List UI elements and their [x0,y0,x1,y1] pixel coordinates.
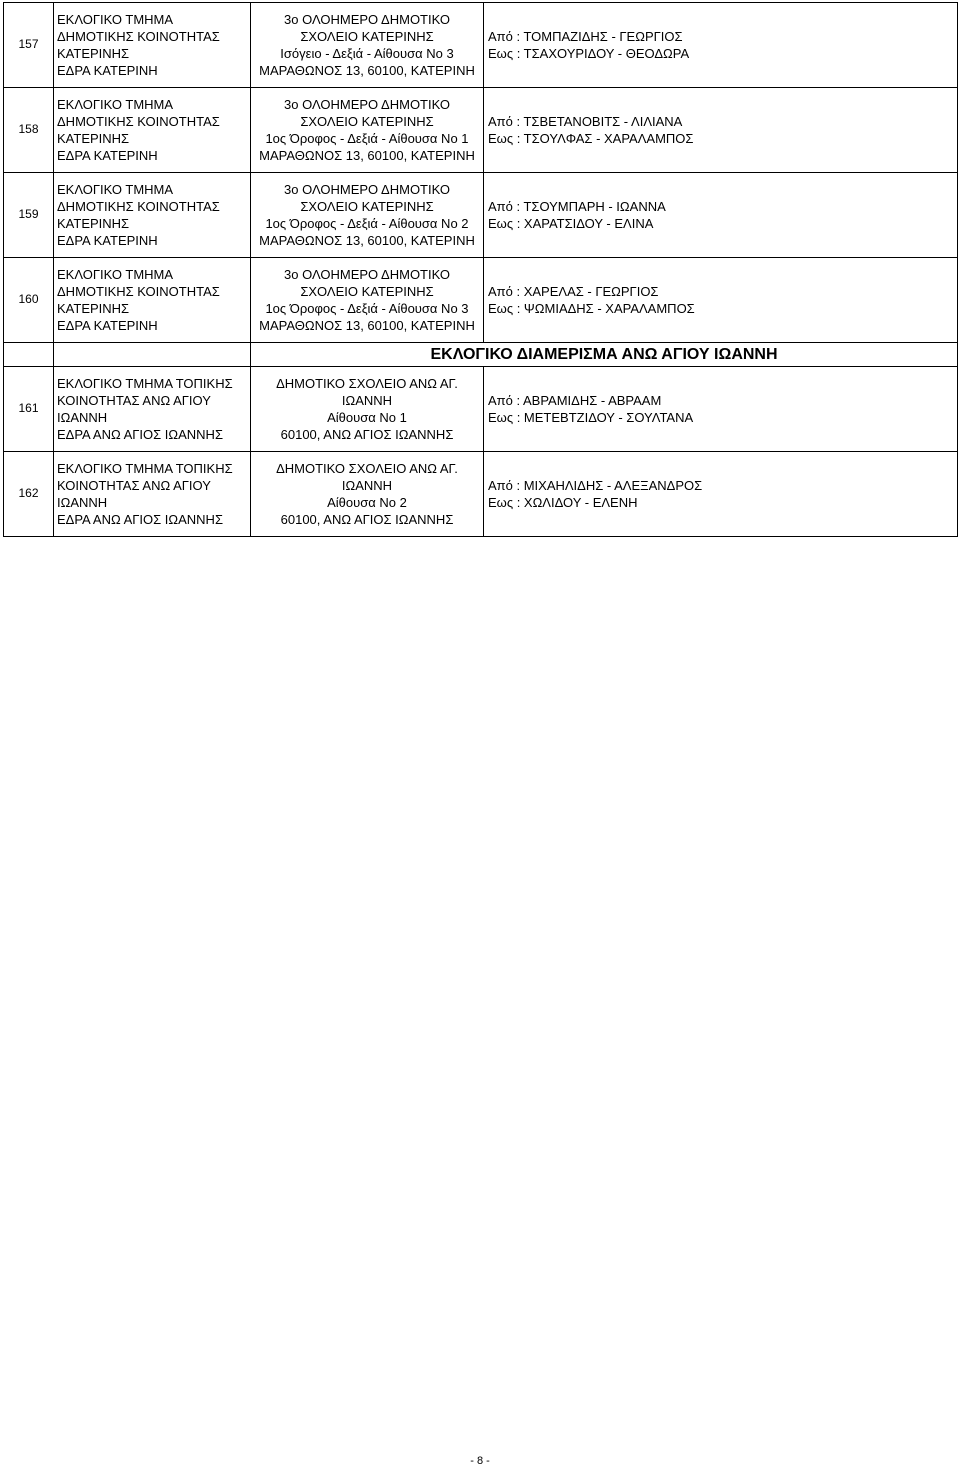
polling-location: 3ο ΟΛΟΗΜΕΡΟ ΔΗΜΟΤΙΚΟ ΣΧΟΛΕΙΟ ΚΑΤΕΡΙΝΗΣ 1ος Όροφος - Δεξιά - Αίθουσα Νο 2 ΜΑΡΑΘΩΝΟΣ 13, 60100, ΚΑΤΕΡΙΝΗ [251,173,484,258]
empty-cell [4,343,54,367]
table-row [4,173,958,258]
polling-location: 3ο ΟΛΟΗΜΕΡΟ ΔΗΜΟΤΙΚΟ ΣΧΟΛΕΙΟ ΚΑΤΕΡΙΝΗΣ 1ος Όροφος - Δεξιά - Αίθουσα Νο 1 ΜΑΡΑΘΩΝΟΣ 13, 60100, ΚΑΤΕΡΙΝΗ [251,88,484,173]
voter-range: Από : ΧΑΡΕΛΑΣ - ΓΕΩΡΓΙΟΣ Εως : ΨΩΜΙΑΔΗΣ - ΧΑΡΑΛΑΜΠΟΣ [484,258,958,343]
voter-range: Από : ΤΣΟΥΜΠΑΡΗ - ΙΩΑΝΝΑ Εως : ΧΑΡΑΤΣΙΔΟΥ - ΕΛΙΝΑ [484,173,958,258]
table-row [4,452,958,537]
section-number: 159 [4,173,54,258]
polling-location: ΔΗΜΟΤΙΚΟ ΣΧΟΛΕΙΟ ΑΝΩ ΑΓ. ΙΩΑΝΝΗ Αίθουσα Νο 2 60100, ΑΝΩ ΑΓΙΟΣ ΙΩΑΝΝΗΣ [251,452,484,537]
empty-cell [54,343,251,367]
district-heading: ΕΚΛΟΓΙΚΟ ΔΙΑΜΕΡΙΣΜΑ ΑΝΩ ΑΓΙΟΥ ΙΩΑΝΝΗ [251,343,958,367]
voter-range: Από : ΤΟΜΠΑΖΙΔΗΣ - ΓΕΩΡΓΙΟΣ Εως : ΤΣΑΧΟΥΡΙΔΟΥ - ΘΕΟΔΩΡΑ [484,3,958,88]
section-number: 160 [4,258,54,343]
section-number: 157 [4,3,54,88]
polling-location: ΔΗΜΟΤΙΚΟ ΣΧΟΛΕΙΟ ΑΝΩ ΑΓ. ΙΩΑΝΝΗ Αίθουσα Νο 1 60100, ΑΝΩ ΑΓΙΟΣ ΙΩΑΝΝΗΣ [251,367,484,452]
section-name: ΕΚΛΟΓΙΚΟ ΤΜΗΜΑ ΔΗΜΟΤΙΚΗΣ ΚΟΙΝΟΤΗΤΑΣ ΚΑΤΕΡΙΝΗΣ ΕΔΡΑ ΚΑΤΕΡΙΝΗ [54,3,251,88]
polling-location: 3ο ΟΛΟΗΜΕΡΟ ΔΗΜΟΤΙΚΟ ΣΧΟΛΕΙΟ ΚΑΤΕΡΙΝΗΣ 1ος Όροφος - Δεξιά - Αίθουσα Νο 3 ΜΑΡΑΘΩΝΟΣ 13, 60100, ΚΑΤΕΡΙΝΗ [251,258,484,343]
table-row [4,88,958,173]
section-number: 161 [4,367,54,452]
section-name: ΕΚΛΟΓΙΚΟ ΤΜΗΜΑ ΔΗΜΟΤΙΚΗΣ ΚΟΙΝΟΤΗΤΑΣ ΚΑΤΕΡΙΝΗΣ ΕΔΡΑ ΚΑΤΕΡΙΝΗ [54,258,251,343]
group-heading-row [4,343,958,367]
polling-location: 3ο ΟΛΟΗΜΕΡΟ ΔΗΜΟΤΙΚΟ ΣΧΟΛΕΙΟ ΚΑΤΕΡΙΝΗΣ Ισόγειο - Δεξιά - Αίθουσα Νο 3 ΜΑΡΑΘΩΝΟΣ 13, 60100, ΚΑΤΕΡΙΝΗ [251,3,484,88]
polling-sections-table [3,2,958,537]
section-name: ΕΚΛΟΓΙΚΟ ΤΜΗΜΑ ΤΟΠΙΚΗΣ ΚΟΙΝΟΤΗΤΑΣ ΑΝΩ ΑΓΙΟΥ ΙΩΑΝΝΗ ΕΔΡΑ ΑΝΩ ΑΓΙΟΣ ΙΩΑΝΝΗΣ [54,452,251,537]
section-name: ΕΚΛΟΓΙΚΟ ΤΜΗΜΑ ΤΟΠΙΚΗΣ ΚΟΙΝΟΤΗΤΑΣ ΑΝΩ ΑΓΙΟΥ ΙΩΑΝΝΗ ΕΔΡΑ ΑΝΩ ΑΓΙΟΣ ΙΩΑΝΝΗΣ [54,367,251,452]
voter-range: Από : ΜΙΧΑΗΛΙΔΗΣ - ΑΛΕΞΑΝΔΡΟΣ Εως : ΧΩΛΙΔΟΥ - ΕΛΕΝΗ [484,452,958,537]
section-number: 162 [4,452,54,537]
table-row [4,3,958,88]
table-row [4,367,958,452]
section-number: 158 [4,88,54,173]
section-name: ΕΚΛΟΓΙΚΟ ΤΜΗΜΑ ΔΗΜΟΤΙΚΗΣ ΚΟΙΝΟΤΗΤΑΣ ΚΑΤΕΡΙΝΗΣ ΕΔΡΑ ΚΑΤΕΡΙΝΗ [54,88,251,173]
voter-range: Από : ΑΒΡΑΜΙΔΗΣ - ΑΒΡΑΑΜ Εως : ΜΕΤΕΒΤΖΙΔΟΥ - ΣΟΥΛΤΑΝΑ [484,367,958,452]
table-row [4,258,958,343]
page-number: - 8 - [470,1455,490,1467]
voter-range: Από : ΤΣΒΕΤΑΝΟΒΙΤΣ - ΛΙΛΙΑΝΑ Εως : ΤΣΟΥΛΦΑΣ - ΧΑΡΑΛΑΜΠΟΣ [484,88,958,173]
section-name: ΕΚΛΟΓΙΚΟ ΤΜΗΜΑ ΔΗΜΟΤΙΚΗΣ ΚΟΙΝΟΤΗΤΑΣ ΚΑΤΕΡΙΝΗΣ ΕΔΡΑ ΚΑΤΕΡΙΝΗ [54,173,251,258]
